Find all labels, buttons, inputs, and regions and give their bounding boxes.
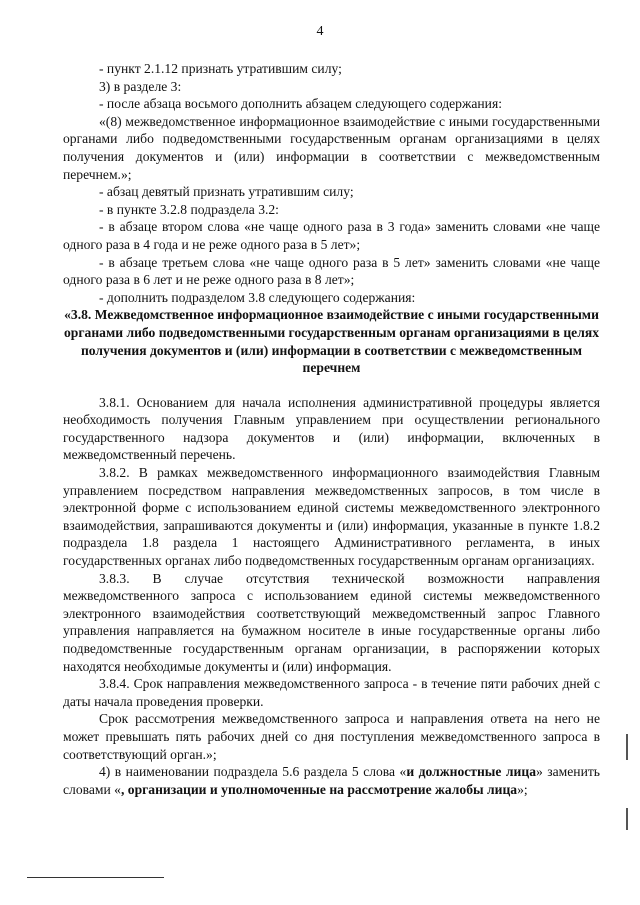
text-line-5: - абзац девятый признать утратившим силу;: [99, 184, 354, 200]
paragraph-3-8-4: 3.8.4. Срок направления межведомственного запроса - в течение пяти рабочих дней с даты начала проведения проверки.: [63, 676, 600, 709]
text-line-7: - в абзаце втором слова «не чаще одного раза в 3 года» заменить словами «не чаще одного раза в 4 года и не реже одного раза в 5 лет»;: [63, 219, 600, 252]
page-number: 4: [316, 24, 324, 39]
section-heading-3-8: «3.8. Межведомственное информационное взаимодействие с иными государственными органами либо подведомственными государственным органам организациями в целях получения документов и (или) информации в соответствии с межведомственным перечнем: [64, 307, 599, 376]
text-line-6: - в пункте 3.2.8 подраздела 3.2:: [99, 201, 279, 217]
quoted-paragraph-8: «(8) межведомственное информационное взаимодействие с иными государственными органами либо подведомственными государственным органам организациями в целях получения документов и (или) информации в соответствии с межведомственным перечнем.»;: [63, 113, 600, 182]
margin-mark: [626, 734, 628, 760]
item-4-mid: » заменить словами «: [63, 764, 600, 797]
paragraph-review-term: Срок рассмотрения межведомственного запроса и направления ответа на него не может превышать пять рабочих дней со дня поступления межведомственного запроса в соответствующий орган.»;: [63, 711, 600, 762]
footnote-rule: [27, 877, 164, 878]
item-4-pre: 4) в наименовании подраздела 5.6 раздела 5 слова «: [99, 764, 407, 780]
text-line-1: - пункт 2.1.12 признать утратившим силу;: [99, 61, 342, 76]
paragraph-3-8-3: 3.8.3. В случае отсутствия технической возможности направления межведомственного запроса с использованием единой системы межведомственного электронного взаимодействия соответствующий межведомственный запрос Главного управления направляется на бумажном носителе в иные государственные органы либо подведомственные государственным органам организации, в распоряжении которых находятся необходимые документы и (или) информация.: [63, 570, 600, 674]
text-line-8: - в абзаце третьем слова «не чаще одного раза в 5 лет» заменить словами «не чаще одного раза в 6 лет и не реже одного раза в 8 лет»;: [63, 254, 600, 288]
item-4-new-words: , организации и уполномоченные на рассмотрение жалобы лица: [120, 781, 518, 797]
text-line-3: - после абзаца восьмого дополнить абзацем следующего содержания:: [99, 96, 502, 112]
text-line-2: 3) в разделе 3:: [99, 78, 182, 94]
text-line-9: - дополнить подразделом 3.8 следующего содержания:: [99, 289, 416, 305]
paragraph-3-8-1: 3.8.1. Основанием для начала исполнения административной процедуры является необходимость получения Главным управлением при осуществлении регионального государственного надзора документов и (или) информации, включенных в межведомственный перечень.: [63, 394, 600, 463]
document-body: [63, 60, 600, 798]
item-4-paragraph: [63, 763, 600, 798]
spacer: [63, 377, 600, 394]
item-4-post: »;: [517, 781, 528, 797]
margin-mark: [626, 808, 628, 830]
paragraph-3-8-2: 3.8.2. В рамках межведомственного информационного взаимодействия Главным управлением посредством направления межведомственных запросов, в том числе в электронной форме с использованием единой системы межведомственного электронного взаимодействия, запрашиваются документы и (или) информация, указанные в пункте 1.8.2 подраздела 1.8 раздела 1 настоящего Административного регламента, в иных государственных органах либо подведомственных государственным органам организациях.: [63, 465, 600, 569]
item-4-old-words: и должностные лица: [406, 764, 536, 780]
